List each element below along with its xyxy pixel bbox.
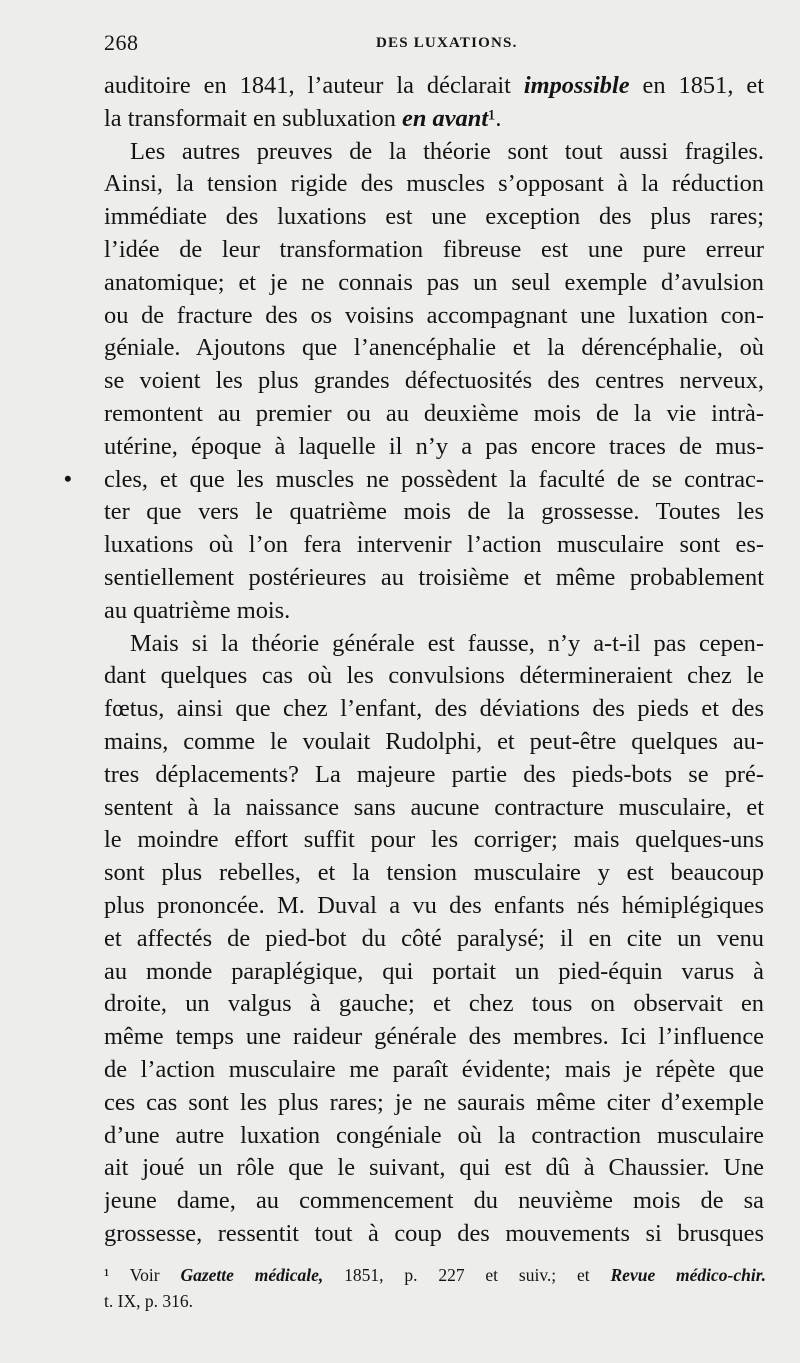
text-line: tres déplacements? La majeure partie des pieds-bots se pré- (104, 760, 764, 788)
text-line: sentiellement postérieures au troisième et même probablement (104, 563, 764, 591)
text-line: jeune dame, au commencement du neuvième mois de sa (104, 1187, 764, 1215)
text-line: Mais si la théorie générale est fausse, n’y a-t-il pas cepen- (130, 629, 764, 657)
text-line: se voient les plus grandes défectuosités des centres nerveux, (104, 367, 764, 395)
text-line: immédiate des luxations est une exception des plus rares; (104, 203, 764, 231)
text-line: ait joué un rôle que le suivant, qui est dû à Chaussier. Une (104, 1154, 764, 1182)
footnote-marker: ¹ (104, 1265, 110, 1285)
footnote (104, 1262, 766, 1314)
text-line: sont plus rebelles, et la tension musculaire y est beaucoup (104, 859, 764, 887)
text-line: sentent à la naissance sans aucune contracture musculaire, et (104, 793, 764, 821)
text-line: utérine, époque à laquelle il n’y a pas encore traces de mus- (104, 432, 764, 460)
text-line: d’une autre luxation congéniale où la contraction musculaire (104, 1121, 764, 1149)
page-number: 268 (104, 30, 139, 55)
text-line: géniale. Ajoutons que l’anencéphalie et la dérencéphalie, où (104, 334, 764, 362)
text-line: remontent au premier ou au deuxième mois de la vie intrà- (104, 399, 764, 427)
text-line: dant quelques cas où les convulsions détermineraient chez le (104, 662, 764, 690)
footnote-line: t. IX, p. 316. (104, 1291, 193, 1311)
text-line: la transformait en subluxation en avant¹. (104, 104, 502, 132)
text-line: mains, comme le voulait Rudolphi, et peut-être quelques au- (104, 727, 764, 755)
text-line: ter que vers le quatrième mois de la grossesse. Toutes les (104, 498, 764, 526)
body-text (104, 70, 764, 1251)
text-line: luxations où l’on fera intervenir l’action musculaire sont es- (104, 531, 764, 559)
text-line: de l’action musculaire me paraît évidente; mais je répète que (104, 1055, 764, 1083)
text-line: Ainsi, la tension rigide des muscles s’opposant à la réduction (104, 170, 764, 198)
text-line: même temps une raideur générale des membres. Ici l’influence (104, 1023, 764, 1051)
text-line: cles, et que les muscles ne possèdent la faculté de se contrac- (104, 465, 764, 493)
text-line: plus prononcée. M. Duval a vu des enfants nés hémiplégiques (104, 891, 764, 919)
text-line: grossesse, ressentit tout à coup des mouvements si brusques (104, 1219, 764, 1247)
text-line: ou de fracture des os voisins accompagnant une luxation con- (104, 301, 764, 329)
page-header (104, 30, 768, 60)
text-line: droite, un valgus à gauche; et chez tous on observait en (104, 990, 764, 1018)
text-line: anatomique; et je ne connais pas un seul exemple d’avulsion (104, 268, 764, 296)
text-line: au quatrième mois. (104, 596, 291, 624)
emphasis: en avant (402, 104, 489, 132)
text-line: ces cas sont les plus rares; je ne saurais même citer d’exemple (104, 1088, 764, 1116)
text-line: fœtus, ainsi que chez l’enfant, des déviations des pieds et des (104, 695, 764, 723)
margin-mark: • (64, 466, 72, 491)
footnote-journal-2: Revue médico-chir. (610, 1265, 766, 1285)
text-line: au monde paraplégique, qui portait un pied-équin varus à (104, 957, 764, 985)
footnote-journal-1: Gazette médicale, (180, 1265, 324, 1285)
text-line: auditoire en 1841, l’auteur la déclarait impossible en 1851, et (104, 72, 764, 99)
footnote-line: ¹ Voir Gazette médicale, 1851, p. 227 et suiv.; et Revue médico-chir. (104, 1265, 766, 1285)
text-line: et affectés de pied-bot du côté paralysé; il en cite un venu (104, 924, 764, 952)
running-head: DES LUXATIONS. (376, 35, 518, 51)
text-line: l’idée de leur transformation fibreuse est une pure erreur (104, 235, 764, 263)
text-line: Les autres preuves de la théorie sont tout aussi fragiles. (130, 137, 764, 165)
emphasis: impossible (523, 72, 630, 99)
text-line: le moindre effort suffit pour les corriger; mais quelques-uns (104, 826, 764, 854)
